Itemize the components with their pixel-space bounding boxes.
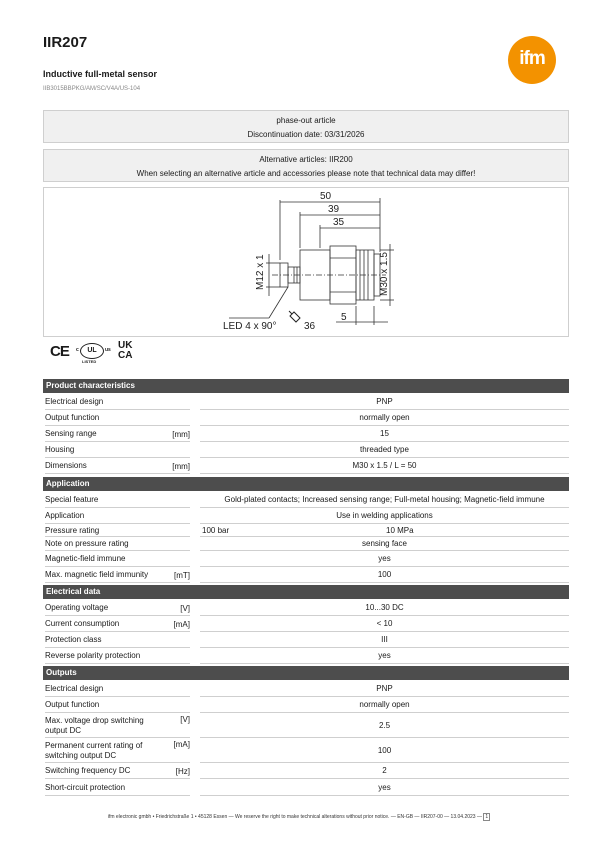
ul-listed-label: LISTED [82, 359, 97, 364]
product-code: IIB3015BBPKG/AM/SC/V4A/US-104 [43, 86, 141, 92]
ul-c-label: c [76, 347, 79, 353]
table-row [43, 681, 569, 697]
row-label: Switching frequency DC [45, 763, 190, 779]
row-unit: [mA] [173, 740, 190, 749]
pressure-bar: 100 bar [202, 525, 230, 535]
row-value: PNP [200, 681, 569, 697]
row-unit: [V] [180, 603, 190, 613]
alternative-warning: When selecting an alternative article and accessories please note that technical data may differ! [136, 169, 476, 178]
row-label: Output function [45, 697, 190, 713]
table-row [43, 763, 569, 779]
row-label: Pressure rating [45, 524, 190, 537]
row-value: 100 [200, 738, 569, 763]
table-row [43, 410, 569, 426]
pressure-mpa: 10 MPa [386, 525, 414, 535]
row-value: 2 [200, 763, 569, 779]
row-label: Protection class [45, 632, 190, 648]
row-label: Permanent current rating of switching output DC [45, 740, 143, 760]
table-row [43, 567, 569, 583]
row-label: Dimensions [45, 458, 190, 474]
row-value: sensing face [200, 537, 569, 551]
row-value: normally open [200, 697, 569, 713]
table-row [43, 648, 569, 664]
ul-mark-icon: UL [80, 343, 104, 359]
table-row [43, 738, 569, 763]
row-value: 100 [200, 567, 569, 583]
row-value: Gold-plated contacts; Increased sensing range; Full-metal housing; Magnetic-field immune [200, 492, 569, 508]
section-application: Application [43, 477, 569, 491]
row-label: Current consumption [45, 616, 190, 632]
row-value: normally open [200, 410, 569, 426]
phase-out-notice [43, 110, 569, 143]
table-row [43, 508, 569, 524]
row-value: Use in welding applications [200, 508, 569, 524]
page-footer [0, 813, 598, 821]
section-outputs: Outputs [43, 666, 569, 680]
discontinuation-date: Discontinuation date: 03/31/2026 [247, 130, 365, 139]
table-row [43, 551, 569, 567]
dim-50-label: 50 [320, 191, 332, 202]
table-row [43, 697, 569, 713]
table-row [43, 616, 569, 632]
table-row [43, 426, 569, 442]
row-value: III [200, 632, 569, 648]
ce-mark-icon: CE [50, 343, 69, 360]
ukca-mark-icon: UK CA [118, 340, 133, 361]
ul-us-label: us [105, 347, 111, 353]
row-value: yes [200, 648, 569, 664]
row-label: Special feature [45, 492, 190, 508]
row-label: Housing [45, 442, 190, 458]
row-unit: [mm] [172, 429, 190, 439]
logo-text: ifm [519, 48, 545, 69]
row-value: 2.5 [200, 713, 569, 738]
row-value: yes [200, 779, 569, 796]
row-label: Output function [45, 410, 190, 426]
row-label: Max. voltage drop switching output DC [45, 715, 144, 735]
row-value: 15 [200, 426, 569, 442]
table-row [43, 600, 569, 616]
row-label: Note on pressure rating [45, 537, 190, 551]
row-label: Operating voltage [45, 600, 190, 616]
row-label: Electrical design [45, 681, 190, 697]
product-title: IIR207 [43, 34, 88, 51]
row-unit: [mm] [172, 461, 190, 471]
row-label: Application [45, 508, 190, 524]
footer-text: ifm electronic gmbh • Friedrichstraße 1 • 45128 Essen — We reserve the right to make technical alterations without prior notice. — EN-GB — IIR207-00 — 13.04.2023 — [107, 814, 482, 820]
row-unit: [mT] [174, 570, 190, 580]
row-label: Max. magnetic field immunity [45, 567, 190, 583]
row-unit: [V] [180, 715, 190, 724]
sensor-body [300, 250, 330, 300]
row-unit: [Hz] [175, 766, 190, 776]
section-electrical-data: Electrical data [43, 585, 569, 599]
row-value: < 10 [200, 616, 569, 632]
row-unit: [mA] [173, 619, 190, 629]
row-label: Electrical design [45, 394, 190, 410]
row-label: Short-circuit protection [45, 779, 190, 796]
dim-m30-label: M30 x 1.5 [379, 252, 390, 296]
table-row [43, 713, 569, 738]
dimension-drawing [43, 187, 569, 337]
dim-5-label: 5 [341, 312, 347, 323]
ifm-logo [508, 36, 556, 84]
product-subtitle: Inductive full-metal sensor [43, 69, 158, 79]
table-row [43, 394, 569, 410]
row-value: 10...30 DC [200, 600, 569, 616]
alternative-articles: Alternative articles: IIR200 [259, 155, 353, 164]
table-row [43, 492, 569, 508]
row-label: Reverse polarity protection [45, 648, 190, 664]
table-row [43, 458, 569, 474]
sensor-drawing-svg [44, 188, 568, 336]
page-number: 1 [485, 814, 489, 820]
row-value: M30 x 1.5 / L = 50 [200, 458, 569, 474]
table-row [43, 524, 569, 537]
dim-m12-label: M12 x 1 [255, 254, 266, 290]
led-label: LED 4 x 90° [223, 321, 277, 332]
phase-out-label: phase-out article [276, 116, 336, 125]
row-label: Magnetic-field immune [45, 551, 190, 567]
wrench-icon [289, 311, 300, 322]
row-value: threaded type [200, 442, 569, 458]
row-value: PNP [200, 394, 569, 410]
dim-39-label: 39 [328, 204, 340, 215]
row-value [200, 524, 569, 537]
table-row [43, 632, 569, 648]
section-product-characteristics: Product characteristics [43, 379, 569, 393]
dim-35-label: 35 [333, 217, 345, 228]
wrench-size-label: 36 [304, 321, 316, 332]
alternative-notice [43, 149, 569, 182]
table-row [43, 537, 569, 551]
table-row [43, 779, 569, 796]
row-value: yes [200, 551, 569, 567]
table-row [43, 442, 569, 458]
row-label: Sensing range [45, 426, 190, 442]
